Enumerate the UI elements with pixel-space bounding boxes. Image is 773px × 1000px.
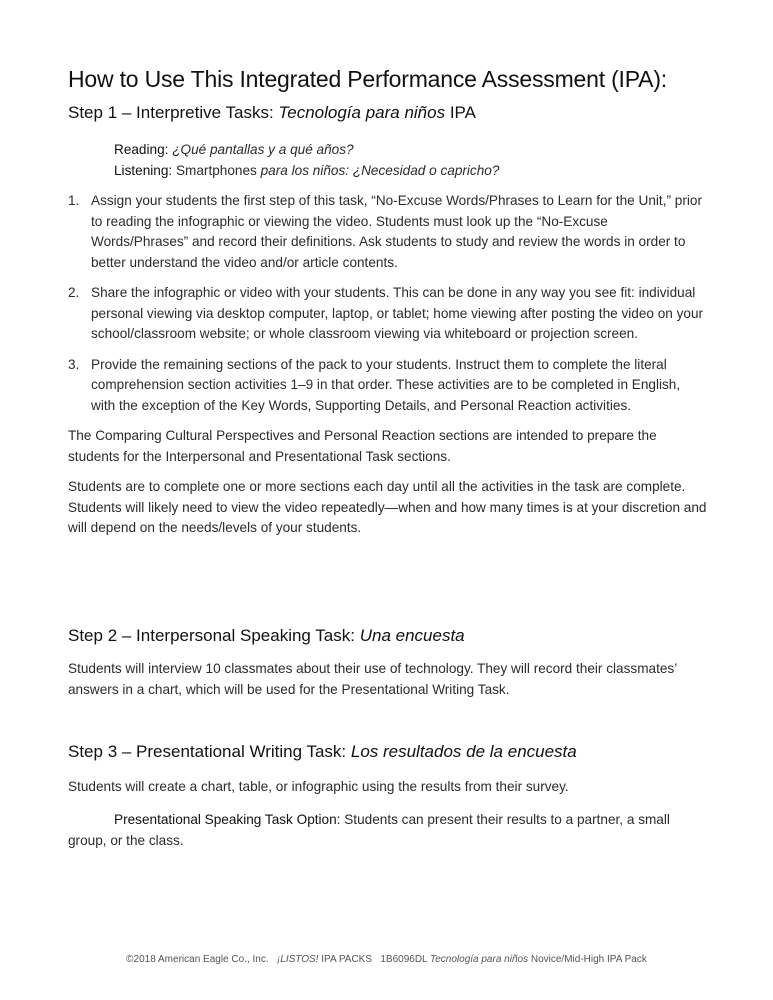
listening-label: Listening: (114, 162, 173, 178)
step2-heading-prefix: Step 2 – Interpersonal Speaking Task: (68, 626, 360, 645)
step3-option (68, 810, 708, 851)
step1-heading-italic: Tecnología para niños (278, 103, 446, 122)
step1-body (68, 191, 708, 549)
list-number: 2. (68, 285, 80, 300)
step2-text: Students will interview 10 classmates about their use of technology. They will record their classmates’ answers in a chart, which will be used for the Presentational Writing Task. (68, 661, 677, 697)
option-label: Presentational Speaking Task Option: (114, 812, 341, 827)
reading-source (114, 140, 499, 161)
step1-heading-prefix: Step 1 – Interpretive Tasks: (68, 103, 279, 122)
list-text: Assign your students the first step of this task, “No-Excuse Words/Phrases to Learn for the Unit,” prior to reading the infographic or viewing the video. Students must look up the “No-Excuse Words/Phrases” and record their definitions. Ask students to study and review the words in order to better understand the video and/or article contents. (91, 193, 702, 270)
step3-heading-italic: Los resultados de la encuesta (350, 742, 577, 761)
list-text: Provide the remaining sections of the pack to your students. Instruct them to complete the literal comprehension section activities 1–9 in that order. These activities are to be completed in English, with the exception of the Key Words, Supporting Details, and Personal Reaction activities. (91, 356, 681, 413)
list-text: Share the infographic or video with your students. This can be done in any way you see fit: individual personal viewing via desktop computer, laptop, or tablet; home viewing after posting the video on your school/classroom website; or whole classroom viewing via whiteboard or projection screen. (91, 285, 704, 341)
step1-list (68, 191, 708, 416)
step1-heading-suffix: IPA (445, 103, 476, 122)
step1-heading (68, 103, 476, 123)
paragraph: Students are to complete one or more sections each day until all the activities in the task are complete. Students will likely need to view the video repeatedly—when and how many times is at your discretion and will depend on the needs/levels of your students. (68, 479, 707, 535)
list-item (68, 283, 708, 345)
list-number: 1. (68, 193, 80, 208)
sources (114, 140, 499, 181)
footer-copyright: ©2018 American Eagle Co., Inc. (126, 954, 269, 965)
footer (0, 954, 773, 965)
step3-heading-prefix: Step 3 – Presentational Writing Task: (68, 742, 351, 761)
page-title: How to Use This Integrated Performance Assessment (IPA): (68, 66, 667, 92)
step3-heading (68, 742, 577, 762)
listening-value-plain: Smartphones (175, 162, 257, 178)
reading-value: ¿Qué pantallas y a qué años? (172, 142, 354, 157)
footer-series-italic: ¡LISTOS! (276, 954, 319, 965)
paragraph: The Comparing Cultural Perspectives and Personal Reaction sections are intended to prepare the students for the Interpersonal and Presentational Task sections. (68, 428, 657, 464)
footer-level: Novice/Mid-High IPA Pack (528, 954, 647, 965)
step2-heading (68, 626, 465, 646)
footer-code: 1B6096DL (380, 954, 428, 965)
list-number: 3. (68, 356, 80, 372)
footer-series: IPA PACKS (318, 954, 373, 965)
list-item (68, 191, 708, 273)
reading-label: Reading: (114, 142, 169, 157)
listening-value-italic: para los niños: ¿Necesidad o capricho? (260, 162, 500, 178)
list-item (68, 355, 708, 417)
step2-heading-italic: Una encuesta (359, 626, 465, 645)
option-text: Students can present their results to a partner, a small group, or the class. (68, 812, 670, 848)
listening-source (114, 161, 499, 182)
step3-text: Students will create a chart, table, or infographic using the results from their survey. (68, 779, 569, 794)
footer-title: Tecnología para niños (430, 954, 529, 965)
